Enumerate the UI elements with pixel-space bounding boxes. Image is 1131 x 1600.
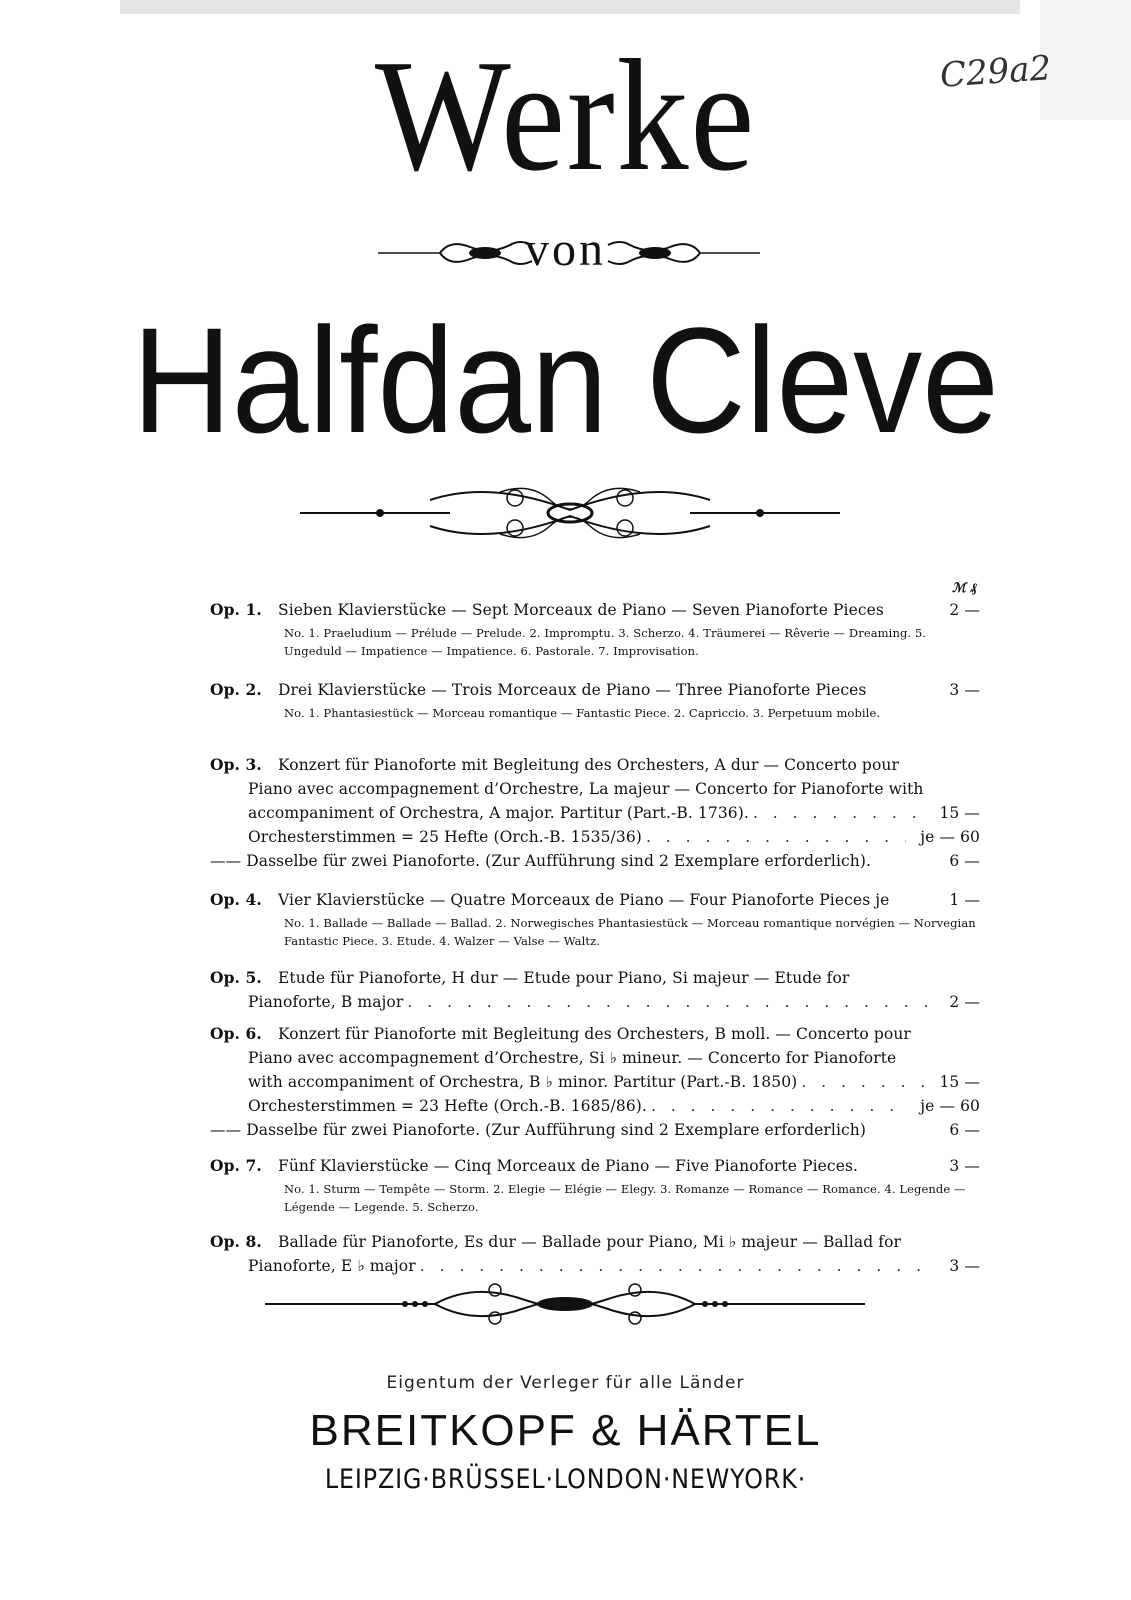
dot-leader [407,990,930,1008]
publisher-cities: LEIPZIG·BRÜSSEL·LONDON·NEWYORK· [324,1464,807,1495]
composer-name: Halfdan Cleve [132,296,999,464]
work-entry [210,678,980,722]
dot-leader [801,1070,930,1088]
work-title: Piano avec accompagnement d’Orchestre, La majeur — Concerto for Pianoforte with [248,780,924,798]
work-title: Konzert für Pianoforte mit Begleitung des Orchesters, A dur — Concerto pour [278,756,899,774]
handwritten-shelfmark: C29a2 [938,48,1053,96]
price: 6 — [949,1121,980,1139]
ornament-divider-icon [300,478,840,558]
price: 2 — [949,601,980,619]
work-entry [210,598,980,660]
price: je — 60 [920,828,980,846]
von-label: von [525,223,606,276]
work-contents: No. 1. Ballade — Ballade — Ballad. 2. Norwegisches Phantasiestück — Morceau romantique norvégien — Norvegian Fantastic Piece. 3. Etude. 4. Walzer — Valse — Waltz. [284,916,976,948]
work-line [210,1230,980,1254]
work-title: Etude für Pianoforte, H dur — Etude pour Piano, Si majeur — Etude for [278,969,850,987]
work-contents: No. 1. Sturm — Tempête — Storm. 2. Elegie — Elégie — Elegy. 3. Romanze — Romance — Romance. 4. Legende — Légende — Legende. 5. Scherzo. [284,1182,966,1214]
work-line [210,801,980,825]
opus-number: Op. 5. [210,968,262,987]
work-title: Drei Klavierstücke — Trois Morceaux de Piano — Three Pianoforte Pieces [278,681,867,699]
work-entry [210,1230,980,1278]
work-line [210,598,980,622]
price: 3 — [949,1257,980,1275]
work-line [210,888,980,912]
work-line [210,966,980,990]
opus-number: Op. 4. [210,890,262,909]
work-contents: No. 1. Phantasiestück — Morceau romantique — Fantastic Piece. 2. Capriccio. 3. Perpetuum mobile. [284,706,881,720]
opus-number: Op. 3. [210,755,262,774]
work-line [210,1094,980,1118]
price: 15 — [939,804,980,822]
opus-number: Op. 6. [210,1024,262,1043]
work-entry [210,1022,980,1142]
work-line [210,825,980,849]
price: je — 60 [920,1097,980,1115]
work-entry [210,753,980,873]
dot-leader [753,801,930,819]
work-line [210,1046,980,1070]
work-line [210,1070,980,1094]
work-title: accompaniment of Orchestra, A major. Partitur (Part.-B. 1736). [248,804,749,822]
opus-number: Op. 2. [210,680,262,699]
work-line [210,1118,980,1142]
von-row [0,223,1131,278]
price: 1 — [949,891,980,909]
opus-number: Op. 1. [210,600,262,619]
work-line [210,678,980,702]
work-line [210,753,980,777]
work-title: Fünf Klavierstücke — Cinq Morceaux de Piano — Five Pianoforte Pieces. [278,1157,859,1175]
price: 6 — [949,852,980,870]
dot-leader [646,825,906,843]
opus-number: Op. 7. [210,1156,262,1175]
publisher-name: BREITKOPF & HÄRTEL [309,1406,822,1455]
work-line [210,1254,980,1278]
opus-number: Op. 8. [210,1232,262,1251]
work-title: Ballade für Pianoforte, Es dur — Ballade pour Piano, Mi ♭ majeur — Ballad for [278,1233,902,1251]
work-entry [210,966,980,1014]
work-line [210,990,980,1014]
work-title: —— Dasselbe für zwei Pianoforte. (Zur Aufführung sind 2 Exemplare erforderlich). [210,852,872,870]
work-title: —— Dasselbe für zwei Pianoforte. (Zur Aufführung sind 2 Exemplare erforderlich) [210,1121,867,1139]
work-line [210,1022,980,1046]
price: 15 — [939,1073,980,1091]
work-title: Piano avec accompagnement d’Orchestre, Si ♭ mineur. — Concerto for Pianoforte [248,1049,897,1067]
scan-speckle [120,0,1020,14]
rights-notice: Eigentum der Verleger für alle Länder [386,1373,745,1393]
dot-leader [420,1254,930,1272]
price: 3 — [949,681,980,699]
work-title: Vier Klavierstücke — Quatre Morceaux de Piano — Four Pianoforte Pieces je [278,891,890,909]
work-title: with accompaniment of Orchestra, B ♭ minor. Partitur (Part.-B. 1850) [248,1073,798,1091]
work-title: Konzert für Pianoforte mit Begleitung des Orchesters, B moll. — Concerto pour [278,1025,911,1043]
work-line [210,849,980,873]
work-line [210,777,980,801]
work-title: Orchesterstimmen = 23 Hefte (Orch.-B. 1685/86). [248,1097,647,1115]
work-title: Sieben Klavierstücke — Sept Morceaux de Piano — Seven Pianoforte Pieces [278,601,884,619]
work-title: Pianoforte, E ♭ major [248,1257,416,1275]
ornament-divider-icon [265,1278,865,1338]
price: 2 — [949,993,980,1011]
dot-leader [651,1094,906,1112]
work-entry [210,888,980,950]
page-title: Werke [374,26,757,204]
work-entry [210,1154,980,1216]
currency-header: ℳ ₰ [952,581,977,596]
work-line [210,1154,980,1178]
work-title: Pianoforte, B major [248,993,404,1011]
work-title: Orchesterstimmen = 25 Hefte (Orch.-B. 1535/36) [248,828,642,846]
price: 3 — [949,1157,980,1175]
work-contents: No. 1. Praeludium — Prélude — Prelude. 2. Impromptu. 3. Scherzo. 4. Träumerei — Rêverie — Dreaming. 5. Ungeduld — Impatience — Impatience. 6. Pastorale. 7. Improvisation. [284,626,927,658]
